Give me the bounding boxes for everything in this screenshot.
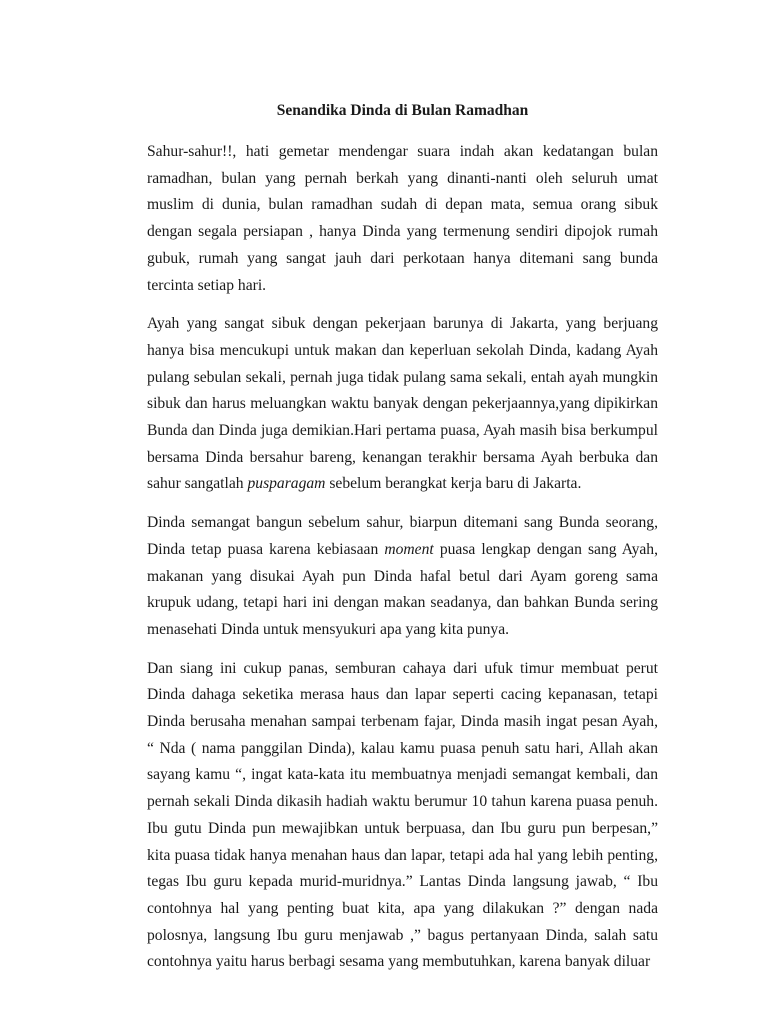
paragraph-3-italic-word: moment [384, 540, 434, 558]
paragraph-2-italic-word: pusparagam [247, 475, 326, 493]
paragraph-2-text-after: sebelum berangkat kerja baru di Jakarta. [325, 475, 582, 493]
paragraph-3-text-after: puasa lengkap dengan sang Ayah, makanan yang disukai Ayah pun Dinda hafal betul dari Ayam goreng sama krupuk udang, tetapi hari ini dengan makan seadanya, dan bahkan Bunda sering menasehati Dinda untuk mensyukuri apa yang kita punya. [147, 540, 659, 638]
document-title: Senandika Dinda di Bulan Ramadhan [276, 102, 529, 119]
paragraph-2 [147, 311, 658, 498]
paragraph-4-text: Dan siang ini cukup panas, semburan cahaya dari ufuk timur membuat perut Dinda dahaga seketika merasa haus dan lapar seperti cacing kepanasan, tetapi Dinda berusaha menahan sampai terbenam fajar, Dinda masih ingat pesan Ayah, “ Nda ( nama panggilan Dinda), kalau kamu puasa penuh satu hari, Allah akan sayang kamu “, ingat kata-kata itu membuatnya menjadi semangat kembali, dan pernah sekali Dinda dikasih hadiah waktu berumur 10 tahun karena puasa penuh. Ibu gutu Dinda pun mewajibkan untuk berpuasa, dan Ibu guru pun berpesan,” kita puasa tidak hanya menahan haus dan lapar, tetapi ada hal yang lebih penting, tegas Ibu guru kepada murid-muridnya.” Lantas Dinda langsung jawab, “ Ibu contohnya hal yang penting buat kita, apa yang dilakukan ?” dengan nada polosnya, langsung Ibu guru menjawab ,” bagus pertanyaan Dinda, salah satu contohnya yaitu harus berbagi sesama yang membutuhkan, karena banyak diluar [147, 659, 658, 971]
paragraph-3 [147, 510, 658, 644]
paragraph-3-text-before: Dinda semangat bangun sebelum sahur, biarpun ditemani sang Bunda seorang, Dinda tetap puasa karena kebiasaan [147, 514, 658, 558]
paragraph-2-text-before: Ayah yang sangat sibuk dengan pekerjaan barunya di Jakarta, yang berjuang hanya bisa mencukupi untuk makan dan keperluan sekolah Dinda, kadang Ayah pulang sebulan sekali, pernah juga tidak pulang sama sekali, entah ayah mungkin sibuk dan harus meluangkan waktu banyak dengan pekerjaannya,yang dipikirkan Bunda dan Dinda juga demikian.Hari pertama puasa, Ayah masih bisa berkumpul bersama Dinda bersahur bareng, kenangan terakhir bersama Ayah berbuka dan sahur sangatlah [147, 315, 658, 493]
paragraph-1 [147, 139, 658, 299]
paragraph-4 [147, 656, 658, 976]
paragraph-1-text: Sahur-sahur!!, hati gemetar mendengar suara indah akan kedatangan bulan ramadhan, bulan yang pernah berkah yang dinanti-nanti oleh seluruh umat muslim di dunia, bulan ramadhan sudah di depan mata, semua orang sibuk dengan segala persiapan , hanya Dinda yang termenung sendiri dipojok rumah gubuk, rumah yang sangat jauh dari perkotaan hanya ditemani sang bunda tercinta setiap hari. [147, 143, 658, 294]
